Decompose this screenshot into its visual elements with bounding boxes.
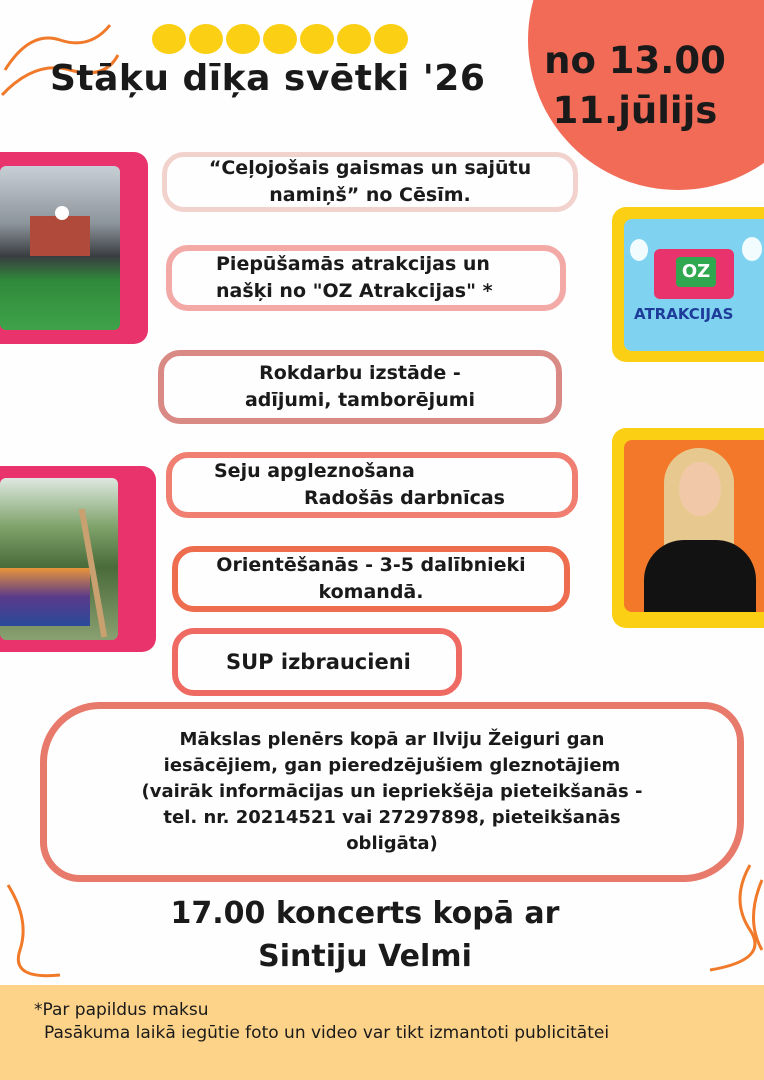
yellow-dots-decoration: [152, 24, 408, 54]
photo-oz-atrakcijas-logo: [612, 207, 764, 362]
footer-note: *Par papildus maksu: [34, 1000, 209, 1020]
activity-light-house: [162, 152, 578, 212]
event-date-badge: [520, 36, 750, 136]
event-title: Stāķu dīķa svētki '26: [50, 58, 486, 99]
activity-line: Seju apgleznošana: [214, 460, 415, 482]
plener-line: obligāta): [346, 833, 438, 854]
activity-line: našķi no "OZ Atrakcijas" *: [216, 280, 493, 302]
activity-line: namiņš” no Cēsīm.: [269, 184, 471, 206]
photo-light-house: [0, 152, 148, 344]
activity-inflatables: [166, 245, 566, 311]
oz-logo-mark: OZ: [676, 257, 716, 287]
plener-line: (vairāk informācijas un iepriekšēja pieteikšanās -: [141, 781, 643, 802]
event-date: 11.jūlijs: [552, 89, 718, 132]
activity-line: Rokdarbu izstāde -: [259, 362, 461, 384]
activity-face-painting: [166, 452, 578, 518]
activity-orienteering: [172, 546, 570, 612]
concert-announcement: [80, 892, 650, 978]
photo-performer: [612, 428, 764, 628]
event-time: no 13.00: [544, 39, 726, 82]
activity-line: Piepūšamās atrakcijas un: [216, 253, 490, 275]
plener-line: Mākslas plenērs kopā ar Ilviju Žeiguri gan: [179, 729, 605, 750]
footer-disclaimer: Pasākuma laikā iegūtie foto un video var tikt izmantoti publicitātei: [44, 1023, 610, 1043]
activity-sup: [172, 628, 462, 696]
activity-line: “Ceļojošais gaismas un sajūtu: [208, 157, 532, 179]
photo-painting-easel: [0, 466, 156, 652]
activity-line: Orientēšanās - 3-5 dalībnieki: [216, 554, 526, 576]
activity-plener: [40, 702, 744, 882]
plener-line: iesācējiem, gan pieredzējušiem gleznotājiem: [163, 755, 621, 776]
activity-line: SUP izbraucieni: [226, 649, 411, 674]
concert-line: 17.00 koncerts kopā ar: [170, 896, 560, 931]
activity-handicraft: [158, 350, 562, 424]
plener-line: tel. nr. 20214521 vai 27297898, pieteikšanās: [163, 807, 621, 828]
activity-line: komandā.: [318, 581, 424, 603]
concert-performer: Sintiju Velmi: [258, 939, 472, 974]
activity-line: adījumi, tamborējumi: [244, 389, 476, 411]
activity-line: Radošās darbnīcas: [304, 487, 505, 509]
oz-logo-text: ATRAKCIJAS: [634, 305, 734, 323]
